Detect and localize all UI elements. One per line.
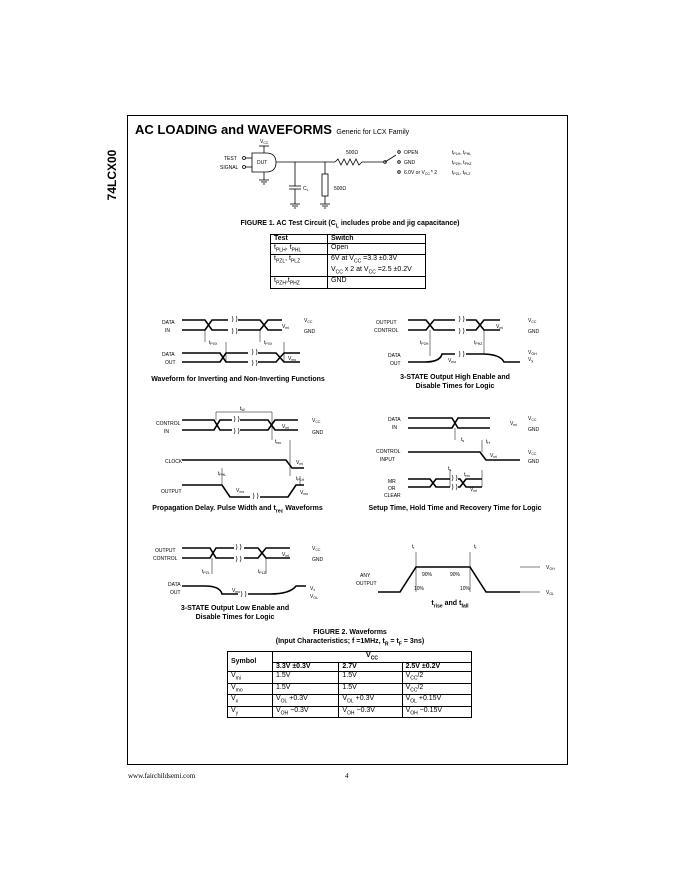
w3-control: CONTROL bbox=[156, 421, 181, 427]
w2-out: OUT bbox=[390, 361, 401, 367]
w5-data: DATA bbox=[168, 582, 181, 588]
w4-th: $t_H$ bbox=[486, 439, 490, 445]
w3-tphl: $t_{PHL}$ bbox=[218, 471, 227, 477]
w3-gnd: GND bbox=[312, 430, 324, 436]
table-row: $V_{mo}$ 1.5V 1.5V $V_{CC}/2$ bbox=[228, 683, 472, 694]
w3-vmo: $V_{mo}$ bbox=[236, 488, 245, 494]
w5-out: OUT bbox=[170, 590, 181, 596]
section-subtitle: Generic for LCX Family bbox=[336, 129, 410, 136]
w2-vcc: $V_{CC}$ bbox=[528, 318, 537, 324]
section-title: AC LOADING and WAVEFORMS bbox=[135, 122, 332, 137]
w2-vmi: $V_{mi}$ bbox=[496, 324, 504, 330]
w4-control: CONTROL bbox=[376, 449, 401, 455]
w4-ts: $t_s$ bbox=[461, 437, 465, 443]
w3-tplh: $t_{PLH}$ bbox=[296, 476, 305, 482]
w2-tpzh: $t_{PZH}$ bbox=[420, 340, 429, 346]
w6-voh: $V_{OH}$ bbox=[546, 565, 555, 571]
w6-tr: $t_r$ bbox=[412, 544, 415, 550]
w5-output: OUTPUT bbox=[155, 548, 176, 554]
w5-vmo: $V_{mo}$ bbox=[232, 588, 241, 594]
w4-trec: $t_{rec}$ bbox=[464, 472, 471, 478]
w2-tphz: $t_{PHZ}$ bbox=[474, 340, 483, 346]
figure2-caption: FIGURE 2. Waveforms (Input Characteristics; f =1MHz, $t_R = t_F = 3ns$) bbox=[275, 629, 425, 648]
w1-data-in-2: IN bbox=[165, 328, 170, 334]
w6-any: ANY bbox=[360, 573, 371, 579]
w4-vcc2: $V_{CC}$ bbox=[528, 450, 537, 456]
w2-gnd: GND bbox=[528, 329, 540, 335]
w4-vmi3: $V_{mi}$ bbox=[470, 487, 478, 493]
switch-open: OPEN bbox=[404, 150, 419, 156]
w3-vmi2: $V_{mi}$ bbox=[296, 460, 304, 466]
w5-tplz: $t_{PLZ}$ bbox=[258, 569, 266, 575]
w4-vcc: $V_{CC}$ bbox=[528, 416, 537, 422]
figure1-caption: FIGURE 1. AC Test Circuit ($C_L$ includes probe and jig capacitance) bbox=[240, 220, 460, 230]
switch-gnd: GND bbox=[404, 160, 416, 166]
w1-gnd: GND bbox=[304, 329, 316, 335]
footer-url[interactable]: www.fairchildsemi.com bbox=[128, 772, 196, 780]
w3-vcc: $V_{CC}$ bbox=[312, 418, 321, 424]
w5-vmi: $V_{mi}$ bbox=[282, 552, 290, 558]
col-27v: 2.7V bbox=[339, 663, 402, 672]
w2-control: CONTROL bbox=[374, 328, 399, 334]
w1-vcc: $V_{CC}$ bbox=[304, 318, 313, 324]
caption-setup: Setup Time, Hold Time and Recovery Time for Logic bbox=[368, 505, 542, 512]
circuit-r1: 500Ω bbox=[346, 150, 359, 156]
w3-tw: $t_W$ bbox=[240, 406, 245, 412]
w1-tpxx-1: $t_{PXX}$ bbox=[209, 340, 218, 346]
caption-propagation: Propagation Delay. Pulse Width and $t_{rec}$ Waveforms bbox=[152, 505, 323, 515]
w6-90-left: 90% bbox=[422, 572, 433, 578]
w5-control: CONTROL bbox=[153, 556, 178, 562]
col-vcc: $V_{CC}$ bbox=[273, 652, 472, 663]
w6-10-right: 10% bbox=[460, 586, 471, 592]
w5-vol: $V_{OL}$ bbox=[310, 594, 319, 600]
w4-mr: MR bbox=[388, 479, 396, 485]
w4-ts2: $t_s$ bbox=[448, 466, 452, 472]
w6-vol: $V_{OL}$ bbox=[546, 590, 555, 596]
w5-tpzl: $t_{PZL}$ bbox=[202, 569, 210, 575]
w5-gnd: GND bbox=[312, 557, 324, 563]
w4-clear: CLEAR bbox=[384, 493, 401, 499]
w4-in: IN bbox=[392, 425, 397, 431]
circuit-test-label: TEST bbox=[224, 156, 237, 162]
w4-or: OR bbox=[388, 486, 396, 492]
w1-vmo: $V_{mo}$ bbox=[288, 356, 297, 362]
switch-tpzl: $t_{PZL}$, $t_{PLZ}$ bbox=[452, 170, 471, 176]
w1-data-out: DATA bbox=[162, 352, 175, 358]
w4-gnd: GND bbox=[528, 427, 540, 433]
w4-vmi2: $V_{mi}$ bbox=[490, 453, 498, 459]
w2-output: OUTPUT bbox=[376, 320, 397, 326]
w6-90-right: 90% bbox=[450, 572, 461, 578]
circuit-signal-label: SIGNAL bbox=[220, 165, 239, 171]
col-symbol: Symbol bbox=[228, 652, 273, 672]
characteristics-table bbox=[227, 651, 472, 718]
w1-data-out-2: OUT bbox=[165, 360, 176, 366]
switch-6v: 6.0V or $V_{CC}*$ 2 bbox=[404, 170, 438, 176]
w1-data-in: DATA bbox=[162, 320, 175, 326]
switch-tplh: $t_{PLH}$, $t_{PHL}$ bbox=[452, 150, 472, 156]
w3-output: OUTPUT bbox=[161, 489, 182, 495]
w3-vmi: $V_{mi}$ bbox=[282, 424, 290, 430]
col-switch: Switch bbox=[328, 235, 426, 244]
table-row: $t_{PZH},t_{PHZ}$ GND bbox=[271, 277, 426, 288]
w1-vmi: $V_{mi}$ bbox=[282, 324, 290, 330]
w4-gnd2: GND bbox=[528, 459, 540, 465]
table-row: $V_{mi}$ 1.5V 1.5V $V_{CC}/2$ bbox=[228, 672, 472, 683]
page-number: 4 bbox=[345, 772, 349, 780]
w3-clock: CLOCK bbox=[165, 459, 183, 465]
col-test: Test bbox=[271, 235, 328, 244]
circuit-cl: $C_L$ bbox=[303, 186, 309, 192]
table-row: $V_y$ $V_{OH} -0.3V$ $V_{OH} -0.3V$ $V_{OH} -0.15V$ bbox=[228, 706, 472, 717]
w6-output: OUTPUT bbox=[356, 581, 377, 587]
switch-tpzh: $t_{PZH}$, $t_{PHZ}$ bbox=[452, 160, 472, 166]
caption-high-enable: 3-STATE Output High Enable and Disable Times for Logic bbox=[400, 374, 510, 390]
col-33v: 3.3V ±0.3V bbox=[273, 663, 339, 672]
caption-inverting: Waveform for Inverting and Non-Inverting Functions bbox=[151, 376, 325, 383]
table-row: $V_x$ $V_{OL} +0.3V$ $V_{OL} +0.3V$ $V_{OL} +0.15V$ bbox=[228, 695, 472, 706]
w1-tpxx-2: $t_{PXX}$ bbox=[264, 340, 273, 346]
w3-trec: $t_{rec}$ bbox=[275, 439, 282, 445]
col-25v: 2.5V ±0.2V bbox=[402, 663, 471, 672]
circuit-vcc: $V_{CC}$ bbox=[260, 139, 269, 145]
circuit-dut: DUT bbox=[257, 160, 268, 166]
w6-tf: $t_f$ bbox=[474, 544, 477, 550]
w3-in: IN bbox=[164, 429, 169, 435]
circuit-r2: 500Ω bbox=[334, 186, 347, 192]
w2-voh: $V_{OH}$ bbox=[528, 350, 537, 356]
w4-input: INPUT bbox=[380, 457, 395, 463]
table-row: $t_{PLH}$, $t_{PHL}$ Open bbox=[271, 244, 426, 255]
w5-vcc: $V_{CC}$ bbox=[312, 546, 321, 552]
w2-vmo: $V_{mo}$ bbox=[448, 358, 457, 364]
w4-data: DATA bbox=[388, 417, 401, 423]
table-row: $t_{PZL}$, $t_{PLZ}$ 6V at $V_{CC} =3.3 \pm 0.3V$ $V_{CC}$ x 2 at $V_{CC} =2.5 \pm 0.2V$ bbox=[271, 255, 426, 277]
w3-vmo2: $V_{mo}$ bbox=[300, 490, 309, 496]
w6-10-left: 10% bbox=[414, 586, 425, 592]
w5-vx: $V_x$ bbox=[310, 586, 316, 592]
caption-rise-fall: $t_{rise}$ and $t_{fall}$ bbox=[431, 600, 469, 610]
w2-vy: $V_y$ bbox=[528, 357, 534, 363]
w2-data: DATA bbox=[388, 353, 401, 359]
w4-vmi: $V_{mi}$ bbox=[510, 421, 518, 427]
caption-low-enable: 3-STATE Output Low Enable and Disable Times for Logic bbox=[180, 605, 290, 621]
side-part-number: 74LCX00 bbox=[105, 149, 119, 201]
